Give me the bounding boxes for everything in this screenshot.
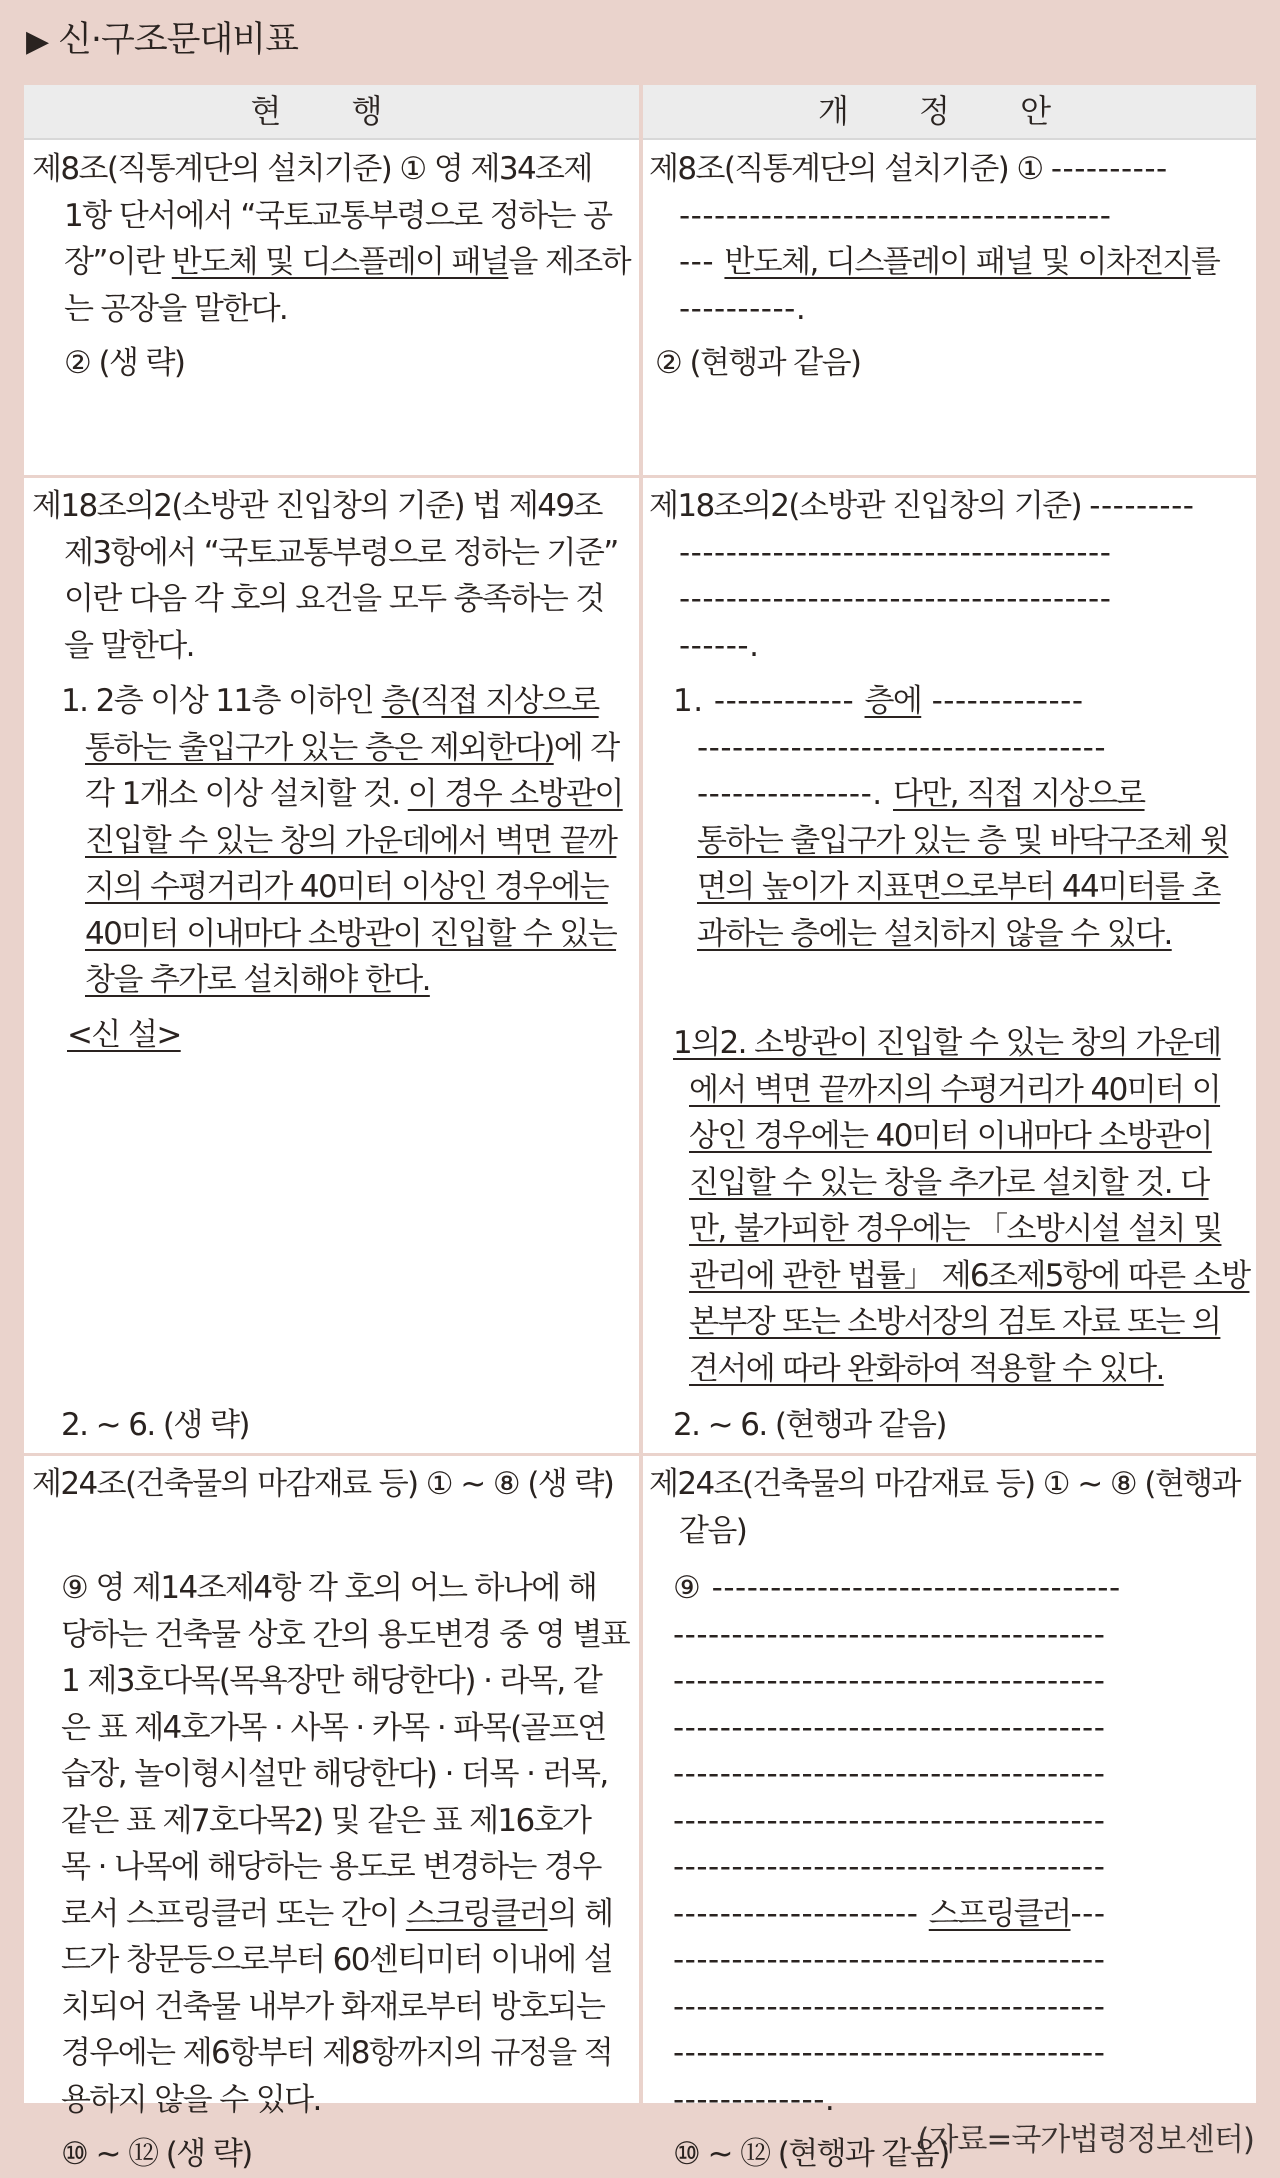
- text-line: [61, 818, 623, 865]
- text-line: -------------------------------------: [673, 1709, 1106, 1746]
- text-line: [673, 1113, 1249, 1160]
- triangle-marker-icon: ▶: [26, 24, 49, 59]
- text-line: 용하지 않을 수 있다.: [61, 2081, 321, 2118]
- section-title: 신·구조문대비표: [58, 20, 298, 60]
- underlined-text: 스크링클러: [405, 1895, 548, 1932]
- text-line: 1항 단서에서 “국토교통부령으로 정하는 공: [64, 197, 612, 234]
- paragraph-2: ② (생 략): [64, 345, 185, 381]
- text-line: 1. ------------ 층에 -------------: [673, 683, 1084, 719]
- section-header: [26, 14, 298, 68]
- text-line: 제8조(직통계단의 설치기준) ① 영 제34조제: [32, 151, 592, 187]
- text-line: 각 1개소 이상 설치할 것. 이 경우 소방관이: [85, 776, 623, 812]
- underlined-text: 층(직접 지상으로: [381, 683, 599, 719]
- text-line: 제18조의2(소방관 진입창의 기준) ---------: [649, 488, 1195, 524]
- new-provision-label: [61, 1012, 623, 1059]
- text-line: -------------------------------------: [673, 1756, 1106, 1792]
- underlined-text: 견서에 따라 완화하여 적용할 수 있다.: [689, 1350, 1164, 1387]
- proposed-items-2-6: 2. ~ 6. (현행과 같음): [673, 1407, 946, 1443]
- underlined-text: 과하는 층에는 설치하지 않을 수 있다.: [697, 915, 1172, 952]
- current-column: [24, 85, 639, 2172]
- underlined-text: 1의2. 소방관이 진입할 수 있는 창의 가운데: [673, 1025, 1221, 1061]
- text-line: 같은 표 제7호다목2) 및 같은 표 제16호가: [61, 1802, 591, 1839]
- text-line: -------------------------------------: [679, 581, 1112, 617]
- text-line: -------------------------------------: [673, 2035, 1106, 2071]
- underlined-text: 이 경우 소방관이: [407, 776, 623, 812]
- current-article-24: 제24조(건축물의 마감재료 등) ① ~ ⑧ (생 략): [32, 1466, 614, 1502]
- text-line: [673, 1253, 1249, 1300]
- text-line: [673, 1020, 1249, 1067]
- text-line: ------.: [679, 627, 760, 664]
- underlined-text: 40미터 이내마다 소방관이 진입할 수 있는: [85, 915, 617, 952]
- text-line: -------------------------------------: [673, 1942, 1106, 1978]
- text-line: 치되어 건축물 내부가 화재로부터 방호되는: [61, 1988, 605, 2025]
- text-line: -------------------------------------: [679, 197, 1112, 234]
- text-line: 1 제3호다목(목욕장만 해당한다) · 라목, 같: [61, 1663, 602, 1699]
- proposed-article-18-2: [649, 483, 1194, 669]
- text-line: --- 반도체, 디스플레이 패널 및 이차전지를: [679, 244, 1220, 280]
- paragraphs-10-12: ⑩ ~ ⑫ (생 략): [61, 2136, 252, 2172]
- text-line: 은 표 제4호가목 · 사목 · 카목 · 파목(골프연: [61, 1709, 606, 1746]
- text-line: 1. 2층 이상 11층 이하인 층(직접 지상으로: [61, 683, 599, 719]
- underlined-text: 만, 불가피한 경우에는 「소방시설 설치 및: [689, 1211, 1222, 1247]
- underlined-text: 다만, 직접 지상으로: [893, 776, 1145, 812]
- text-line: 제18조의2(소방관 진입창의 기준) 법 제49조: [32, 488, 602, 524]
- proposed-item-1-2: [673, 1020, 1249, 1392]
- text-line: [61, 864, 623, 911]
- row-divider: [24, 475, 1256, 478]
- underlined-text: 지의 수평거리가 40미터 이상인 경우에는: [85, 869, 608, 905]
- text-line: ⑨ -----------------------------------: [673, 1570, 1121, 1606]
- proposed-article-8: [649, 146, 1219, 387]
- text-line: 장”이란 반도체 및 디스플레이 패널을 제조하: [64, 244, 630, 280]
- text-line: 당하는 건축물 상호 간의 용도변경 중 영 별표: [61, 1616, 630, 1653]
- text-line: 을 말한다.: [64, 627, 194, 664]
- text-line: [673, 1067, 1249, 1114]
- text-line: -----------------------------------: [697, 729, 1107, 766]
- text-line: -------------------------------------: [673, 1663, 1106, 1699]
- text-line: [673, 1206, 1249, 1253]
- underlined-text: 반도체, 디스플레이 패널 및 이차전지: [724, 244, 1191, 280]
- text-line: [673, 864, 1228, 911]
- text-line: ⑨ 영 제14조제4항 각 호의 어느 하나에 해: [61, 1570, 597, 1606]
- text-line: ---------------. 다만, 직접 지상으로: [697, 776, 1145, 812]
- text-line: -------------------------------------: [673, 1802, 1106, 1839]
- text-line: [61, 957, 623, 1004]
- text-line: 제8조(직통계단의 설치기준) ① ----------: [649, 151, 1168, 187]
- underlined-text: 반도체 및 디스플레이 패널: [171, 244, 509, 280]
- paragraph-2: ② (현행과 같음): [655, 345, 861, 381]
- row-divider: [24, 1453, 1256, 1456]
- text-line: [673, 1346, 1249, 1393]
- underlined-text: 에서 벽면 끝까지의 수평거리가 40미터 이: [689, 1071, 1221, 1108]
- underlined-text: 본부장 또는 소방서장의 검토 자료 또는 의: [689, 1304, 1221, 1340]
- text-line: [61, 911, 623, 958]
- underlined-text: 창을 추가로 설치해야 한다.: [85, 962, 430, 998]
- text-line: [673, 818, 1228, 865]
- underlined-text: 층에: [864, 683, 922, 719]
- current-items-2-6: 2. ~ 6. (생 략): [61, 1407, 249, 1443]
- text-line: 통하는 출입구가 있는 층은 제외한다)에 각: [85, 729, 619, 766]
- underlined-text: 통하는 출입구가 있는 층 및 바닥구조체 윗: [697, 822, 1229, 859]
- text-line: -------------------------------------: [673, 1616, 1106, 1653]
- current-article-18-2: [32, 483, 618, 669]
- text-line: 이란 다음 각 호의 요건을 모두 충족하는 것: [64, 581, 604, 617]
- text-line: 같음): [679, 1512, 747, 1549]
- underlined-text: 스프링클러: [928, 1895, 1071, 1932]
- text-line: [673, 1160, 1249, 1207]
- underlined-text: 면의 높이가 지표면으로부터 44미터를 초: [697, 869, 1220, 905]
- text-line: 제3항에서 “국토교통부령으로 정하는 기준”: [64, 534, 618, 571]
- proposed-item-1: [673, 678, 1228, 957]
- underlined-text: 관리에 관한 법률」 제6조제5항에 따른 소방: [689, 1257, 1250, 1294]
- proposed-article-24: [649, 1461, 1240, 1554]
- text-line: 목 · 나목에 해당하는 용도로 변경하는 경우: [61, 1849, 601, 1885]
- underlined-text: 통하는 출입구가 있는 층은 제외한다): [85, 729, 554, 766]
- text-line: 습장, 놀이형시설만 해당한다) · 더목 · 러목,: [61, 1756, 608, 1792]
- paragraphs-10-12: ⑩ ~ ⑫ (현행과 같음): [673, 2136, 949, 2172]
- text-line: 제24조(건축물의 마감재료 등) ① ~ ⑧ (현행과: [649, 1466, 1240, 1502]
- current-item-1: [61, 678, 623, 1058]
- underlined-text: 상인 경우에는 40미터 이내마다 소방관이: [689, 1118, 1212, 1154]
- underlined-text: <신 설>: [67, 1016, 181, 1053]
- text-line: [673, 1299, 1249, 1346]
- current-article-8: [32, 146, 630, 387]
- text-line: 는 공장을 말한다.: [64, 290, 288, 327]
- text-line: -------------.: [673, 2081, 836, 2118]
- text-line: --------------------- 스프링클러---: [673, 1895, 1106, 1932]
- text-line: -------------------------------------: [673, 1849, 1106, 1885]
- current-paragraph-9: [61, 1565, 629, 2178]
- text-line: [673, 911, 1228, 958]
- proposed-paragraph-9: [673, 1565, 1121, 2178]
- underlined-text: 진입할 수 있는 창의 가운데에서 벽면 끝까: [85, 822, 617, 859]
- underlined-text: 진입할 수 있는 창을 추가로 설치할 것. 다: [689, 1164, 1209, 1201]
- text-line: 드가 창문등으로부터 60센티미터 이내에 설: [61, 1942, 613, 1978]
- text-line: -------------------------------------: [673, 1988, 1106, 2025]
- proposed-column-header: 개 정 안: [643, 85, 1256, 140]
- text-line: 로서 스프링클러 또는 간이 스크링클러의 헤: [61, 1895, 613, 1932]
- text-line: -------------------------------------: [679, 534, 1112, 571]
- text-line: ----------.: [679, 290, 807, 327]
- current-column-header: 현 행: [24, 85, 639, 140]
- source-note: (자료=국가법령정보센터): [917, 2122, 1254, 2158]
- text-line: 경우에는 제6항부터 제8항까지의 규정을 적: [61, 2035, 613, 2071]
